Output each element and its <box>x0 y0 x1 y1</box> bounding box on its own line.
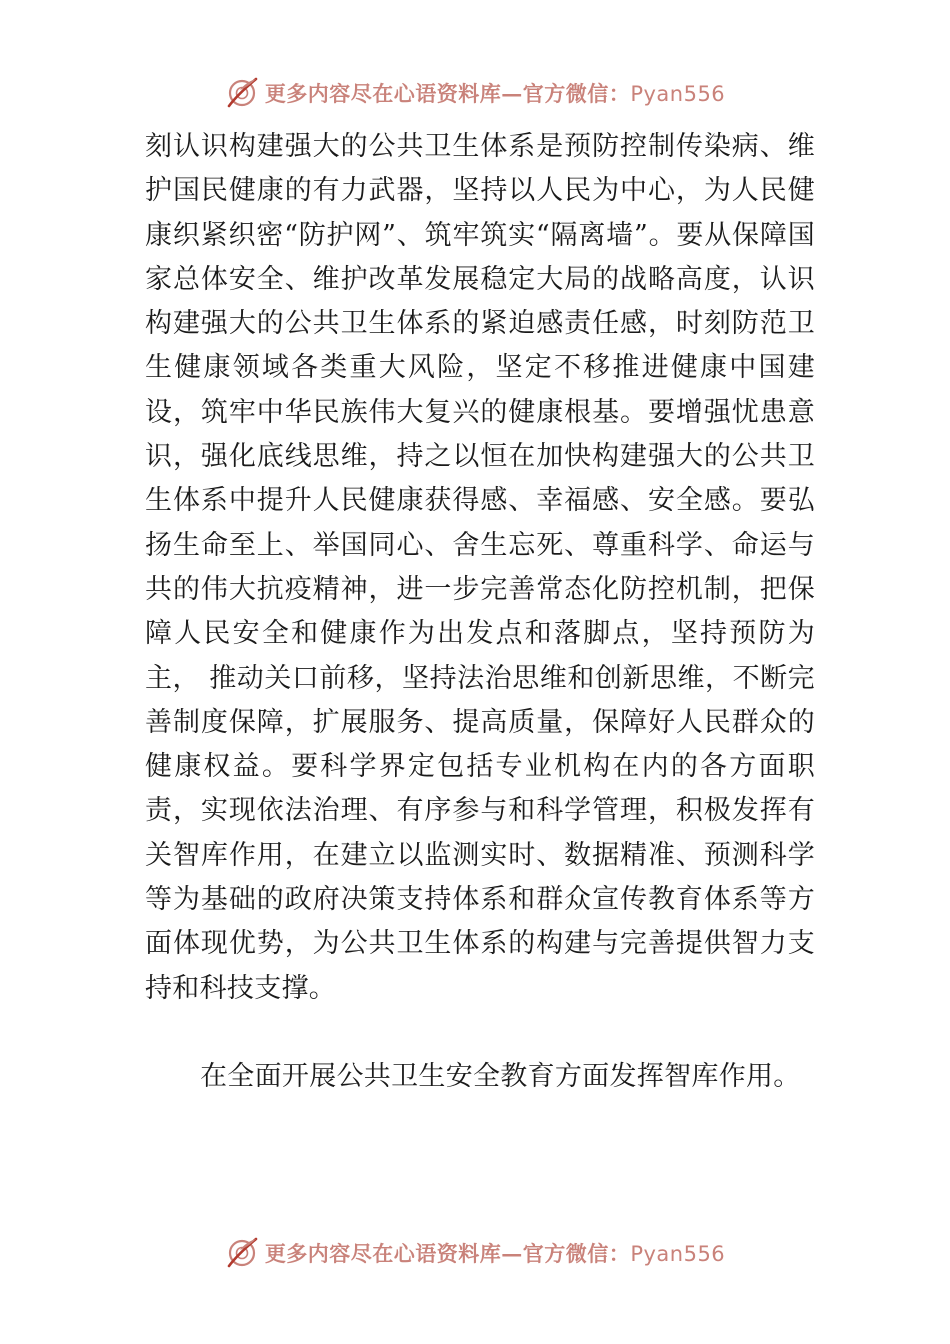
footer-watermark <box>0 1233 950 1273</box>
watermark-wechat-id: Pyan556 <box>630 1242 726 1266</box>
closing-paragraph: 在全面开展公共卫生安全教育方面发挥智库作用。 <box>200 1061 801 1092</box>
watermark-text-cn: 更多内容尽在心语资料库—官方微信： <box>264 81 631 106</box>
watermark-text <box>265 78 725 108</box>
body-paragraph: 刻认识构建强大的公共卫生体系是预防控制传染病、维护国民健康的有力武器，坚持以人民为中心，为人民健康织紧织密“防护网”、筑牢筑实“隔离墙”。要从保障国家总体安全、维护改革发展稳定大局的战略高度，认识构建强大的公共卫生体系的紧迫感责任感，时刻防范卫生健康领域各类重大风险，坚定不移推进健康中国建设，筑牢中华民族伟大复兴的健康根基。要增强忧患意识，强化底线思维，持之以恒在加快构建强大的公共卫生体系中提升人民健康获得感、幸福感、安全感。要弘扬生命至上、举国同心、舍生忘死、尊重科学、命运与共的伟大抗疫精神，进一步完善常态化防控机制，把保障人民安全和健康作为出发点和落脚点，坚持预防为主， 推动关口前移，坚持法治思维和创新思维，不断完善制度保障，扩展服务、提高质量，保障好人民群众的健康权益。要科学界定包括专业机构在内的各方面职责，实现依法治理、有序参与和科学管理，积极发挥有关智库作用，在建立以监测实时、数据精准、预测科学等为基础的政府决策支持体系和群众宣传教育体系等方面体现优势，为公共卫生体系的构建与完善提供智力支持和科技支撑。 <box>145 131 815 1004</box>
feather-seal-icon <box>225 1236 259 1270</box>
header-watermark <box>0 73 950 113</box>
watermark-text <box>265 1238 725 1268</box>
feather-seal-icon <box>225 76 259 110</box>
watermark-text-cn: 更多内容尽在心语资料库—官方微信： <box>264 1241 631 1266</box>
watermark-wechat-id: Pyan556 <box>630 82 726 106</box>
